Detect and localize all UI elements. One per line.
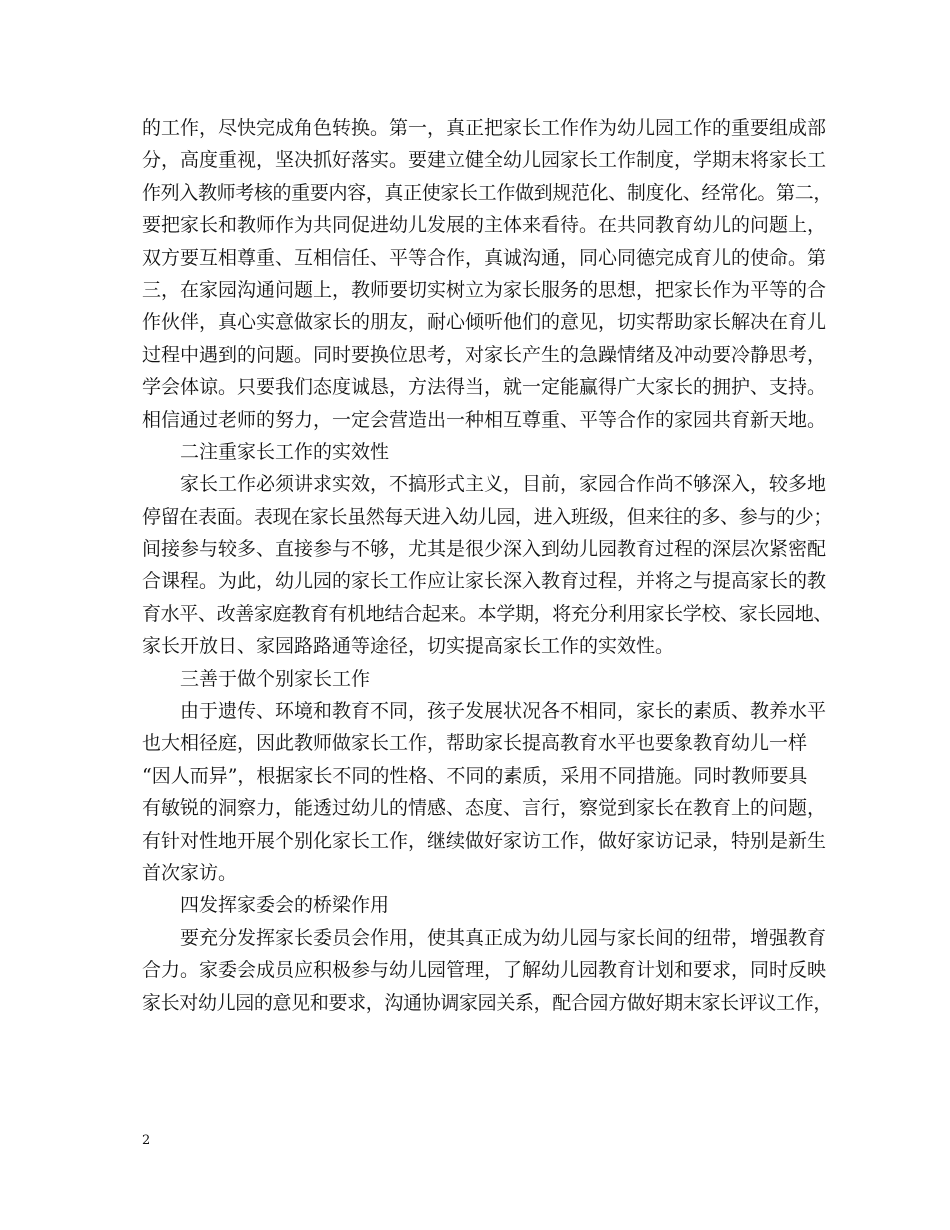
document-body [142, 112, 832, 1019]
text-line: “因人而异”，根据家长不同的性格、不同的素质，采用不同措施。同时教师要具 [142, 764, 808, 787]
text-line: 也大相径庭，因此教师做家长工作，帮助家长提高教育水平也要象教育幼儿一样 [142, 732, 808, 755]
text-line: 家长对幼儿园的意见和要求，沟通协调家园关系，配合园方做好期末家长评议工作， [142, 991, 832, 1014]
text-line: 双方要互相尊重、互相信任、平等合作，真诚沟通，同心同德完成育儿的使命。第 [142, 246, 827, 269]
text-line: 首次家访。 [142, 861, 238, 884]
text-line: 家长开放日、家园路路通等途径，切实提高家长工作的实效性。 [142, 635, 675, 658]
text-line: 的工作，尽快完成角色转换。第一，真正把家长工作作为幼儿园工作的重要组成部 [142, 117, 827, 139]
text-line: 过程中遇到的问题。同时要换位思考，对家长产生的急躁情绪及冲动要冷静思考， [142, 343, 827, 366]
text-line: 要把家长和教师作为共同促进幼儿发展的主体来看待。在共同教育幼儿的问题上， [142, 214, 827, 237]
text-line: 家长工作必须讲求实效，不搞形式主义，目前，家园合作尚不够深入，较多地 [180, 473, 827, 496]
text-line: 相信通过老师的努力，一定会营造出一种相互尊重、平等合作的家园共育新天地。 [142, 408, 827, 431]
text-line: 合力。家委会成员应积极参与幼儿园管理，了解幼儿园教育计划和要求，同时反映 [142, 959, 827, 982]
text-line: 分，高度重视，坚决抓好落实。要建立健全幼儿园家长工作制度，学期末将家长工 [142, 149, 827, 172]
section-heading: 二注重家长工作的实效性 [180, 440, 390, 463]
text-line: 由于遗传、环境和教育不同，孩子发展状况各不相同，家长的素质、教养水平 [180, 700, 827, 723]
section-heading: 四发挥家委会的桥梁作用 [180, 894, 390, 917]
text-line: 学会体谅。只要我们态度诚恳，方法得当，就一定能赢得广大家长的拥护、支持。 [142, 376, 827, 399]
text-line: 作列入教师考核的重要内容，真正使家长工作做到规范化、制度化、经常化。第二， [142, 181, 832, 204]
text-line: 育水平、改善家庭教育有机地结合起来。本学期，将充分利用家长学校、家长园地、 [142, 602, 832, 625]
text-line: 有敏锐的洞察力，能透过幼儿的情感、态度、言行，察觉到家长在教育上的问题， [142, 797, 827, 820]
text-line: 要充分发挥家长委员会作用，使其真正成为幼儿园与家长间的纽带，增强教育 [180, 926, 827, 949]
text-line: 三，在家园沟通问题上，教师要切实树立为家长服务的思想，把家长作为平等的合 [142, 278, 827, 301]
text-line: 有针对性地开展个别化家长工作，继续做好家访工作，做好家访记录，特别是新生 [142, 829, 827, 852]
text-line: 停留在表面。表现在家长虽然每天进入幼儿园，进入班级，但来往的多、参与的少； [142, 505, 832, 528]
text-line: 间接参与较多、直接参与不够，尤其是很少深入到幼儿园教育过程的深层次紧密配 [142, 538, 827, 561]
page-number: 2 [142, 1133, 151, 1148]
text-line: 作伙伴，真心实意做家长的朋友，耐心倾听他们的意见，切实帮助家长解决在育儿 [142, 311, 827, 334]
section-heading: 三善于做个别家长工作 [180, 667, 371, 690]
text-line: 合课程。为此，幼儿园的家长工作应让家长深入教育过程，并将之与提高家长的教 [142, 570, 827, 593]
